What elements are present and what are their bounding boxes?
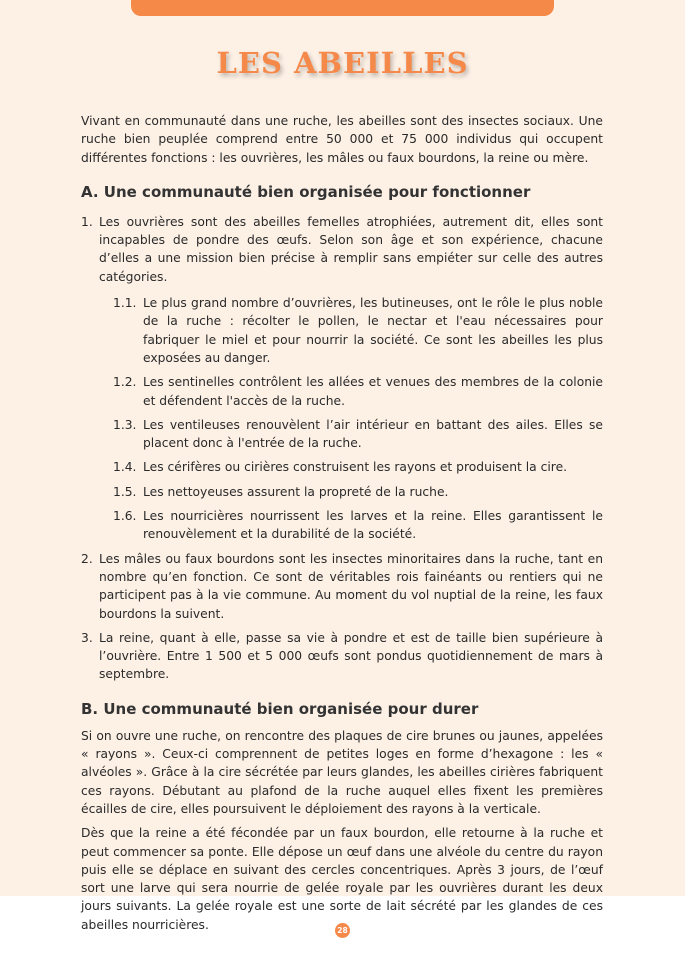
page-title: LES ABEILLES	[216, 46, 469, 80]
sub-item-text: Les sentinelles contrôlent les allées et venues des membres de la colonie et défendent l'accès de la ruche.	[143, 375, 603, 408]
section-b-paragraph-2: Dès que la reine a été fécondée par un faux bourdon, elle retourne à la ruche et peut commencer sa ponte. Elle dépose un œuf dans une alvéole du centre du rayon puis elle se déplace en suivant des cercles concentriques. Après 3 jours, de l’œuf sort une larve qui sera nourrie de gelée royale par les ouvrières durant les deux jours suivants. La gelée royale est une sorte de lait sécrété par les glandes de ces abeilles nourricières.	[81, 826, 603, 932]
list-item-text: La reine, quant à elle, passe sa vie à pondre et est de taille bien supérieure à l’ouvrière. Entre 1 500 et 5 000 œufs sont pondus quotidiennement de mars à septembre.	[99, 630, 603, 682]
sub-item-1-2	[113, 373, 603, 410]
section-b-heading: B. Une communauté bien organisée pour durer	[81, 699, 479, 718]
sub-item-1-6	[113, 507, 603, 544]
sub-item-number: 1.5.	[113, 484, 137, 499]
list-item-1	[81, 213, 603, 286]
list-item-3	[81, 629, 603, 684]
sub-item-1-3	[113, 416, 603, 453]
sub-item-number: 1.4.	[113, 460, 137, 475]
sub-item-number: 1.3.	[113, 417, 137, 432]
section-b-paragraph-1: Si on ouvre une ruche, on rencontre des plaques de cire brunes ou jaunes, appelées « rayons ». Ceux-ci comprennent de petites loges en forme d’hexagone : les « alvéoles ». Grâce à la cire sécrétée par leurs glandes, les abeilles cirières fabriquent ces rayons. Débutant au plafond de la ruche auquel elles fixent les premières écailles de cire, elles poursuivent le déploiement des rayons à la verticale.	[81, 728, 603, 816]
sub-item-1-4	[113, 458, 603, 476]
list-item-text: Les ouvrières sont des abeilles femelles atrophiées, autrement dit, elles sont incapables de pondre des œufs. Selon son âge et son expérience, chacune d’elles a une mission bien précise à remplir sans empiéter sur celle des autres catégories.	[99, 214, 603, 284]
list-item-text: Les mâles ou faux bourdons sont les insectes minoritaires dans la ruche, tant en nombre qu’en fonction. Ce sont de véritables rois fainéants ou rentiers qui ne participent pas à la vie commune. Au moment du vol nuptial de la reine, les faux bourdons la suivent.	[99, 551, 603, 621]
sub-item-1-5	[113, 483, 603, 501]
list-item-number: 1.	[81, 214, 93, 229]
intro-paragraph: Vivant en communauté dans une ruche, les abeilles sont des insectes sociaux. Une ruche bien peuplée comprend entre 50 000 et 75 000 individus qui occupent différentes fonctions : les ouvrières, les mâles ou faux bourdons, la reine ou mère.	[81, 114, 603, 165]
top-decorative-bar	[131, 0, 554, 16]
list-item-2	[81, 550, 603, 623]
list-item-number: 2.	[81, 551, 93, 566]
page-number-badge: 28	[335, 923, 350, 938]
sub-item-text: Les ventileuses renouvèlent l’air intérieur en battant des ailes. Elles se placent donc à l'entrée de la ruche.	[143, 417, 603, 451]
sub-item-number: 1.1.	[113, 296, 137, 311]
sub-item-text: Les nettoyeuses assurent la propreté de la ruche.	[143, 484, 449, 499]
sub-item-text: Les nourricières nourrissent les larves et la reine. Elles garantissent le renouvèlement et la durabilité de la société.	[143, 509, 603, 542]
section-a-heading: A. Une communauté bien organisée pour fonctionner	[81, 182, 531, 201]
sub-item-1-1	[113, 294, 603, 367]
document-body	[81, 112, 603, 934]
sub-item-number: 1.6.	[113, 509, 137, 524]
sub-item-number: 1.2.	[113, 375, 137, 390]
sub-item-text: Le plus grand nombre d’ouvrières, les butineuses, ont le rôle le plus noble de la ruche : récolter le pollen, le nectar et l'eau nécessaires pour fabriquer le miel et pour nourrir la société. Ce sont les abeilles les plus exposées au danger.	[143, 296, 603, 365]
sub-item-text: Les cérifères ou cirières construisent les rayons et produisent la cire.	[143, 460, 568, 475]
list-item-number: 3.	[81, 630, 93, 645]
